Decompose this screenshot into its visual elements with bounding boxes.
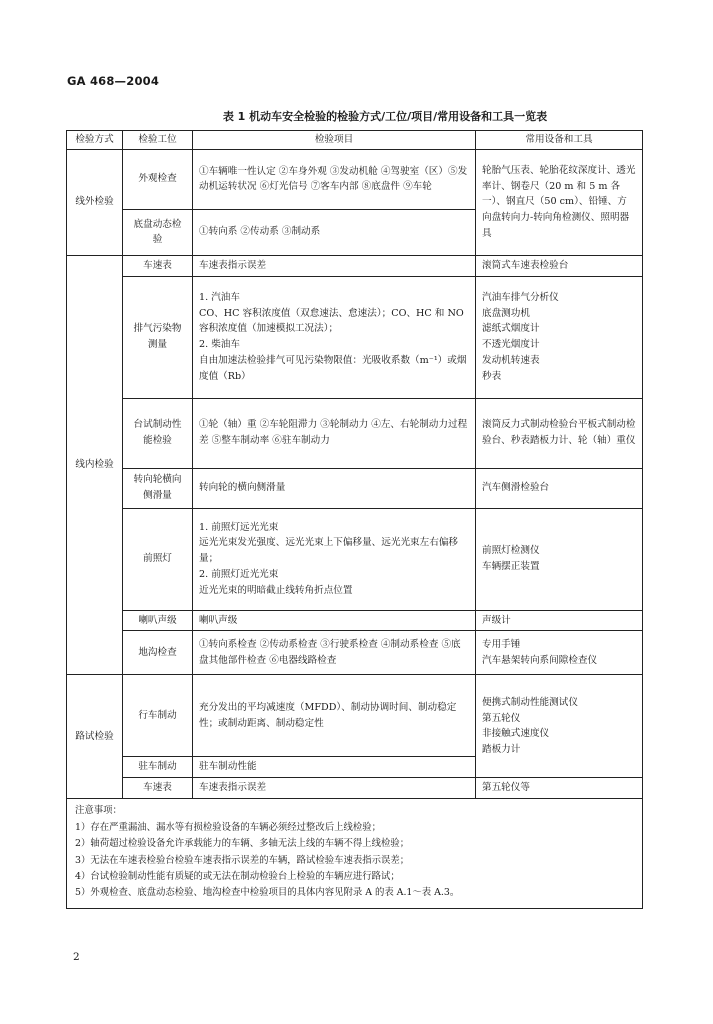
station-headlamp: 前照灯 [123, 508, 193, 610]
items-speedometer: 车速表指示误差 [193, 255, 476, 276]
equipment-emission [476, 276, 643, 398]
equipment-line: 汽车悬架转向系间隙检查仪 [482, 654, 598, 666]
items-road-speedometer: 车速表指示误差 [193, 778, 476, 799]
equipment-offline: 轮胎气压表、轮胎花纹深度计、透光率计、钢卷尺（20 m 和 5 m 各一）、钢直尺（50 cm）、铅锤、方向盘转向力-转向角检测仪、照明器具 [476, 149, 643, 255]
col-header-station: 检验工位 [123, 131, 193, 150]
table-title: 表 1 机动车安全检验的检验方式/工位/项目/常用设备和工具一览表 [222, 110, 548, 123]
equipment-line: 不透光烟度计 [482, 339, 540, 351]
station-pit: 地沟检查 [123, 631, 193, 675]
station-speedometer: 车速表 [123, 255, 193, 276]
headlamp-item-line: 1. 前照灯远光光束 [199, 521, 279, 533]
station-parking-brake: 驻车制动 [123, 757, 193, 778]
equipment-line: 踏板力计 [482, 744, 521, 756]
table-row [67, 468, 643, 508]
items-side-slip: 转向轮的横向侧滑量 [193, 468, 476, 508]
note-item: 2）轴荷超过检验设备允许承载能力的车辆、多轴无法上线的车辆不得上线检验； [75, 838, 410, 850]
col-header-equipment: 常用设备和工具 [476, 131, 643, 150]
equipment-line: 滤纸式烟度计 [482, 323, 540, 335]
items-chassis-dynamic: ①转向系 ②传动系 ③制动系 [193, 209, 476, 255]
station-horn: 喇叭声级 [123, 610, 193, 631]
emission-item-line: 自由加速法检验排气可见污染物限值：光吸收系数（m⁻¹）或烟度值（Rb） [199, 354, 467, 382]
equipment-line: 发动机转速表 [482, 354, 540, 366]
col-header-items: 检验项目 [193, 131, 476, 150]
table-row [67, 508, 643, 610]
equipment-line: 第五轮仪 [482, 712, 521, 724]
station-appearance: 外观检查 [123, 149, 193, 209]
items-pit: ①转向系检查 ②传动系检查 ③行驶系检查 ④制动系检查 ⑤底盘其他部件检查 ⑥电器线路检查 [193, 631, 476, 675]
equipment-headlamp [476, 508, 643, 610]
table-row [67, 610, 643, 631]
items-headlamp [193, 508, 476, 610]
emission-item-line: CO、HC 容积浓度值（双怠速法、怠速法）；CO、HC 和 NO 容积浓度值（加速模拟工况法）； [199, 307, 464, 335]
items-parking-brake: 驻车制动性能 [193, 757, 476, 778]
table-row [67, 631, 643, 675]
items-brake-bench: ①轮（轴）重 ②车轮阻滞力 ③轮制动力 ④左、右轮制动力过程差 ⑤整车制动率 ⑥驻车制动力 [193, 398, 476, 468]
station-emission: 排气污染物测量 [123, 276, 193, 398]
method-online: 线内检验 [67, 255, 123, 675]
inspection-table [66, 130, 643, 909]
equipment-line: 非接触式速度仪 [482, 728, 550, 740]
page-number: 2 [73, 951, 80, 963]
table-row [67, 276, 643, 398]
table-row [67, 398, 643, 468]
equipment-line: 便携式制动性能测试仪 [482, 696, 578, 708]
notes-title: 注意事项： [75, 805, 122, 817]
table-row [67, 675, 643, 757]
method-road: 路试检验 [67, 675, 123, 799]
equipment-line: 秒表 [482, 370, 502, 382]
headlamp-item-line: 2. 前照灯近光光束 [199, 569, 279, 581]
equipment-line: 前照灯检测仪 [482, 545, 540, 557]
table-header-row [67, 131, 643, 150]
station-chassis-dynamic: 底盘动态检验 [123, 209, 193, 255]
note-item: 4）台试检验制动性能有质疑的或无法在制动检验台上检验的车辆应进行路试； [75, 870, 400, 882]
note-item: 5）外观检查、底盘动态检验、地沟检查中检验项目的具体内容见附录 A 的表 A.1～表 A.3。 [75, 887, 460, 899]
col-header-method: 检验方式 [67, 131, 123, 150]
equipment-line: 底盘测功机 [482, 307, 530, 319]
headlamp-item-line: 近光光束的明暗截止线转角折点位置 [199, 584, 353, 596]
notes-row [67, 799, 643, 909]
table-row [67, 778, 643, 799]
table-row [67, 149, 643, 209]
equipment-speedometer: 滚筒式车速表检验台 [476, 255, 643, 276]
equipment-brake-bench: 滚筒反力式制动检验台平板式制动检验台、秒表踏板力计、轮（轴）重仪 [476, 398, 643, 468]
items-service-brake: 充分发出的平均减速度（MFDD）、制动协调时间、制动稳定性；或制动距离、制动稳定性 [193, 675, 476, 757]
table-row [67, 255, 643, 276]
equipment-service-brake [476, 675, 643, 778]
items-appearance: ①车辆唯一性认定 ②车身外观 ③发动机舱 ④驾驶室（区）⑤发动机运转状况 ⑥灯光信号 ⑦客车内部 ⑧底盘件 ⑨车轮 [193, 149, 476, 209]
items-horn: 喇叭声级 [193, 610, 476, 631]
items-emission [193, 276, 476, 398]
station-brake-bench: 台试制动性能检验 [123, 398, 193, 468]
equipment-line: 专用手锤 [482, 639, 521, 651]
headlamp-item-line: 远光光束发光强度、远光光束上下偏移量、远光光束左右偏移量； [199, 537, 459, 565]
equipment-horn: 声级计 [476, 610, 643, 631]
standard-code: GA 468—2004 [67, 74, 160, 88]
emission-item-line: 2. 柴油车 [199, 339, 240, 351]
station-side-slip: 转向轮横向侧滑量 [123, 468, 193, 508]
equipment-line: 车辆摆正装置 [482, 561, 540, 573]
notes [67, 799, 643, 909]
equipment-side-slip: 汽车侧滑检验台 [476, 468, 643, 508]
emission-item-line: 1. 汽油车 [199, 291, 240, 303]
equipment-road-speedometer: 第五轮仪等 [476, 778, 643, 799]
equipment-pit [476, 631, 643, 675]
equipment-line: 汽油车排气分析仪 [482, 291, 559, 303]
station-service-brake: 行车制动 [123, 675, 193, 757]
note-item: 1）存在严重漏油、漏水等有损检验设备的车辆必须经过整改后上线检验； [75, 821, 381, 833]
station-road-speedometer: 车速表 [123, 778, 193, 799]
method-offline: 线外检验 [67, 149, 123, 255]
note-item: 3）无法在车速表检验台检验车速表指示误差的车辆，路试检验车速表指示误差； [75, 854, 410, 866]
